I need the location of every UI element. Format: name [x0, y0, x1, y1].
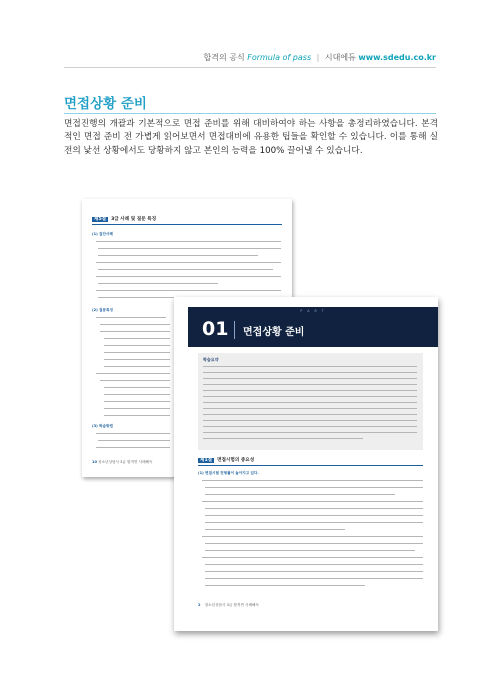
text-line	[104, 338, 170, 339]
front-page-section-rule	[198, 465, 423, 466]
text-line	[100, 380, 170, 381]
text-line	[205, 543, 423, 544]
text-line	[96, 241, 281, 242]
front-page-section-title: 면접시험의 중요성	[217, 458, 255, 463]
text-line	[96, 262, 281, 263]
text-line	[98, 255, 258, 256]
header-brand: 시대에듀	[324, 53, 356, 62]
back-page-chapter-title: 3급 사례 및 질문 특징	[111, 217, 157, 222]
front-page-footer	[198, 603, 259, 608]
back-page-footer-text: 청소년상담사 3급 합격면 사례해독	[98, 460, 153, 464]
text-line	[205, 522, 423, 523]
header-divider	[64, 67, 436, 68]
text-line	[104, 408, 170, 409]
text-line	[104, 415, 170, 416]
back-page-subhead: (3) 학습방법	[92, 424, 113, 428]
text-line	[202, 557, 423, 558]
text-line	[205, 529, 345, 530]
header-tagline-korean: 합격의 공식	[203, 53, 245, 62]
section-title-underline	[64, 113, 436, 114]
text-line	[203, 384, 417, 385]
back-page-subhead: (2) 질문특징	[92, 308, 113, 312]
header-separator: |	[316, 53, 320, 62]
section-intro: 면접진행의 개괄과 기본적으로 면접 준비를 위해 대비하여야 하는 사항을 총정리하였습니다. 본격적인 면접 준비 전 가볍게 읽어보면서 면접대비에 유용한 팁들을 확인할 수 있습니다. 이를 통해 실전의 낯선 상황에서도 당황하지 않고 본인의 능력을 100% 끌어낼 수 있습니다.	[64, 119, 438, 156]
text-line	[205, 585, 365, 586]
text-line	[104, 401, 170, 402]
section-title: 면접상황 준비	[64, 96, 147, 112]
text-line	[104, 345, 170, 346]
text-line	[205, 487, 423, 488]
text-line	[104, 394, 170, 395]
front-page-preview	[174, 297, 438, 631]
text-line	[100, 324, 170, 325]
front-page-footer-text: 청소년상담사 3급 합격면 사례해독	[204, 603, 259, 607]
text-line	[96, 447, 170, 448]
text-line	[205, 571, 423, 572]
text-line	[104, 359, 170, 360]
text-line	[98, 269, 273, 270]
text-line	[203, 366, 417, 367]
text-line	[203, 420, 417, 421]
text-line	[205, 578, 423, 579]
front-page-number: 2	[198, 603, 201, 607]
header-url: www.sdedu.co.kr	[358, 53, 436, 62]
text-line	[98, 283, 218, 284]
outline-box	[198, 353, 423, 450]
part-banner	[188, 307, 438, 347]
text-line	[104, 387, 170, 388]
back-page-footer	[92, 460, 153, 465]
text-line	[203, 432, 417, 433]
front-page-section-heading	[198, 457, 254, 463]
text-line	[96, 276, 281, 277]
text-line	[202, 536, 423, 537]
text-line	[98, 248, 281, 249]
part-title: 면접상황 준비	[243, 327, 305, 338]
text-line	[100, 331, 170, 332]
text-line	[203, 396, 417, 397]
back-page-chapter-heading	[92, 216, 156, 222]
text-line	[203, 438, 363, 439]
text-line	[203, 426, 417, 427]
text-line	[104, 366, 170, 367]
text-line	[205, 515, 423, 516]
back-page-chapter-rule	[92, 224, 282, 225]
text-line	[205, 564, 423, 565]
text-line	[203, 414, 417, 415]
part-number: 01	[202, 318, 229, 340]
text-line	[96, 433, 170, 434]
text-line	[203, 378, 417, 379]
text-line	[203, 408, 417, 409]
part-label: P A R T	[300, 309, 326, 313]
text-line	[205, 494, 395, 495]
text-line	[205, 550, 415, 551]
text-line	[203, 402, 417, 403]
header-tagline-english: Formula of pass	[247, 53, 312, 62]
text-line	[98, 440, 170, 441]
text-line	[96, 373, 170, 374]
text-line	[96, 290, 281, 291]
text-line	[205, 508, 423, 509]
front-page-subhead: (1) 면접시험 전형률이 높아지고 있다.	[198, 471, 259, 475]
part-divider	[234, 321, 235, 339]
front-page-section-tag: 제1절	[200, 458, 213, 463]
header-tagline	[203, 52, 436, 63]
text-line	[203, 390, 417, 391]
text-line	[203, 372, 417, 373]
back-page-chapter-tag: 제5절	[94, 217, 107, 222]
text-line	[202, 501, 423, 502]
text-line	[202, 480, 423, 481]
text-line	[96, 317, 166, 318]
back-page-number: 10	[92, 460, 98, 464]
back-page-subhead: (1) 집단사례	[92, 232, 113, 236]
text-line	[104, 352, 170, 353]
outline-label: 학습요약	[203, 357, 219, 362]
